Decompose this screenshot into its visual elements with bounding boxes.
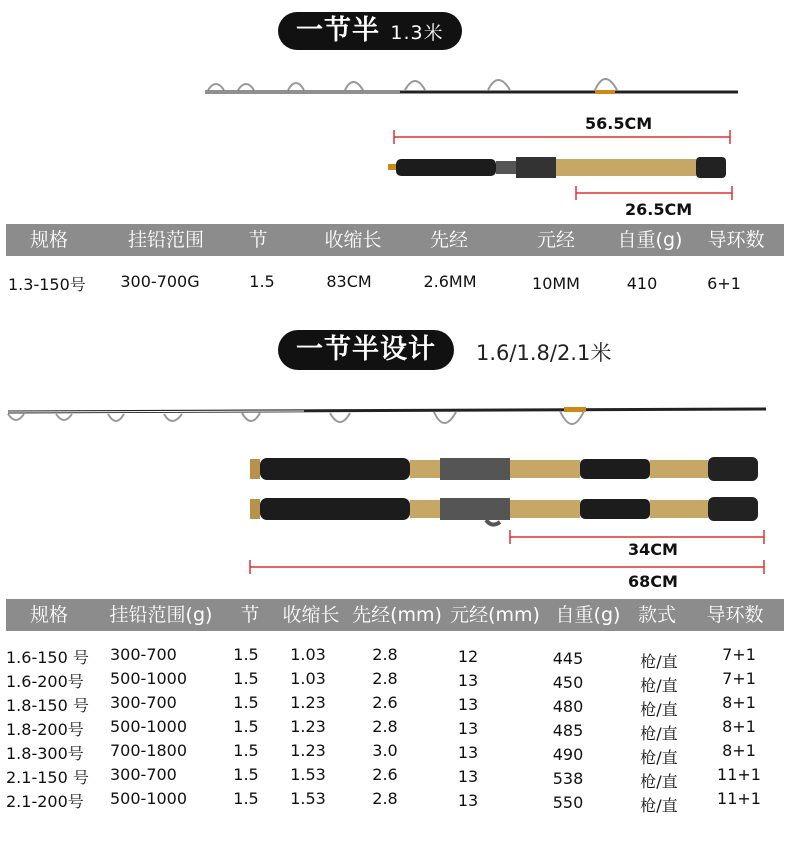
table-cell: 1.6-150 号 — [6, 648, 89, 667]
section1-dim-line-long — [392, 130, 734, 144]
table-cell: 13 — [457, 767, 479, 786]
table-cell: 1.53 — [290, 789, 326, 808]
section1-subtitle: 1.3米 — [390, 22, 444, 44]
table-cell: 13 — [457, 671, 479, 690]
header-cell: 规格 — [29, 604, 68, 626]
table-cell: 538 — [552, 769, 584, 788]
table-cell: 13 — [457, 791, 479, 810]
table-cell: 7+1 — [722, 669, 756, 688]
table-cell: 300-700 — [110, 645, 177, 664]
table-cell: 枪/直 — [640, 748, 678, 767]
section2-dim-line-long — [248, 560, 768, 574]
table-cell: 410 — [626, 274, 658, 293]
table-cell: 1.6-200号 — [6, 672, 84, 691]
table-cell: 3.0 — [372, 741, 398, 760]
section2-title-pill — [278, 330, 454, 370]
section1-rod-handle — [388, 153, 738, 183]
table-cell: 1.5 — [249, 272, 275, 291]
table-cell: 1.53 — [290, 765, 326, 784]
table-cell: 10MM — [532, 274, 580, 293]
table-cell: 2.8 — [372, 717, 398, 736]
section2-dim-long-label: 68CM — [628, 572, 678, 591]
table-cell: 枪/直 — [640, 724, 678, 743]
header-cell: 元经(mm) — [450, 604, 540, 626]
section2-title: 一节半设计 — [296, 334, 436, 365]
table-cell: 300-700G — [120, 272, 200, 291]
table-cell: 1.5 — [233, 765, 259, 784]
table-cell: 2.8 — [372, 669, 398, 688]
section2-rod-handle-casting — [246, 494, 770, 528]
table-cell: 7+1 — [722, 645, 756, 664]
table-cell: 1.03 — [290, 669, 326, 688]
table-cell: 1.5 — [233, 789, 259, 808]
table-cell: 13 — [457, 695, 479, 714]
header-cell: 收缩长 — [282, 604, 340, 626]
table-cell: 2.1-200号 — [6, 792, 84, 811]
table-cell: 1.5 — [233, 645, 259, 664]
table-cell: 枪/直 — [640, 676, 678, 695]
table-cell: 2.8 — [372, 789, 398, 808]
section1-table-header — [6, 224, 784, 256]
header-cell: 先经(mm) — [352, 604, 442, 626]
section2-rod-blank — [4, 400, 770, 440]
header-cell: 收缩长 — [324, 229, 382, 251]
table-cell: 枪/直 — [640, 700, 678, 719]
section2-subtitle: 1.6/1.8/2.1米 — [476, 341, 612, 365]
header-cell: 元经 — [536, 229, 575, 251]
table-cell: 8+1 — [722, 741, 756, 760]
section1-dim-line-short — [574, 186, 736, 200]
header-cell: 导环数 — [706, 604, 764, 626]
section1-title: 一节半 — [296, 15, 380, 46]
table-cell: 500-1000 — [110, 669, 188, 688]
section1-dim-long-label: 56.5CM — [585, 114, 653, 133]
table-cell: 1.23 — [290, 717, 326, 736]
table-cell: 1.5 — [233, 717, 259, 736]
table-cell: 6+1 — [707, 274, 741, 293]
table-cell: 2.6 — [372, 693, 398, 712]
table-cell: 2.8 — [372, 645, 398, 664]
header-cell: 节 — [240, 604, 260, 626]
header-cell: 挂铅范围(g) — [109, 604, 213, 626]
table-cell: 2.6MM — [423, 272, 477, 291]
table-cell: 550 — [552, 793, 584, 812]
table-cell: 11+1 — [717, 789, 761, 808]
header-cell: 款式 — [637, 604, 676, 626]
table-cell: 500-1000 — [110, 717, 188, 736]
table-cell: 1.5 — [233, 693, 259, 712]
table-cell: 枪/直 — [640, 796, 678, 815]
table-cell: 1.8-200号 — [6, 720, 84, 739]
table-cell: 300-700 — [110, 693, 177, 712]
table-cell: 500-1000 — [110, 789, 188, 808]
table-cell: 300-700 — [110, 765, 177, 784]
table-cell: 1.8-150 号 — [6, 696, 89, 715]
table-cell: 480 — [552, 697, 584, 716]
table-cell: 1.23 — [290, 693, 326, 712]
table-cell: 1.5 — [233, 741, 259, 760]
table-cell: 11+1 — [717, 765, 761, 784]
table-cell: 1.23 — [290, 741, 326, 760]
section2-table-header — [6, 599, 784, 631]
table-cell: 8+1 — [722, 717, 756, 736]
table-cell: 1.8-300号 — [6, 744, 84, 763]
header-cell: 节 — [248, 229, 268, 251]
section1-dim-short-label: 26.5CM — [625, 200, 693, 219]
table-cell: 485 — [552, 721, 584, 740]
table-cell: 700-1800 — [110, 741, 188, 760]
section1-rod-blank — [200, 66, 745, 102]
header-cell: 挂铅范围 — [127, 229, 204, 251]
table-cell: 1.5 — [233, 669, 259, 688]
table-cell: 13 — [457, 743, 479, 762]
table-cell: 1.3-150号 — [8, 275, 86, 294]
header-cell: 先经 — [429, 229, 468, 251]
table-cell: 枪/直 — [640, 652, 678, 671]
table-cell: 83CM — [326, 272, 372, 291]
header-cell: 自重(g) — [617, 229, 683, 251]
section2-rod-handle-spinning — [246, 454, 770, 484]
section1-title-pill — [278, 12, 462, 50]
section2-dim-short-label: 34CM — [628, 540, 678, 559]
header-cell: 自重(g) — [555, 604, 621, 626]
table-cell: 2.6 — [372, 765, 398, 784]
table-cell: 12 — [457, 647, 479, 666]
table-cell: 13 — [457, 719, 479, 738]
header-cell: 导环数 — [707, 229, 765, 251]
header-cell: 规格 — [29, 229, 68, 251]
table-cell: 490 — [552, 745, 584, 764]
table-cell: 450 — [552, 673, 584, 692]
table-cell: 8+1 — [722, 693, 756, 712]
table-cell: 枪/直 — [640, 772, 678, 791]
table-cell: 2.1-150 号 — [6, 768, 89, 787]
table-cell: 1.03 — [290, 645, 326, 664]
table-cell: 445 — [552, 649, 584, 668]
